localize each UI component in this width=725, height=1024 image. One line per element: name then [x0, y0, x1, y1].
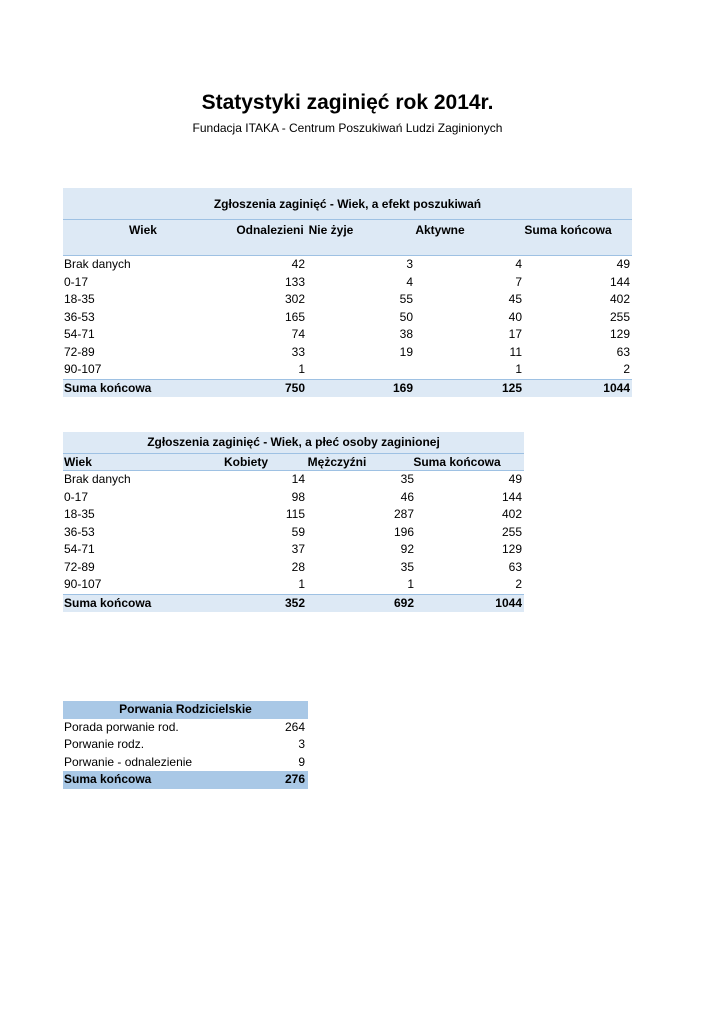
table-row: [63, 361, 632, 379]
table-row: [63, 291, 632, 309]
cell-total: 129: [501, 542, 522, 556]
table-total-row: [63, 594, 524, 613]
cell-age: 18-35: [64, 292, 95, 306]
cell-total-label: Suma końcowa: [64, 380, 152, 395]
cell-found: 133: [284, 274, 305, 289]
table-total-row: [63, 379, 632, 398]
col-header-suma: Suma końcowa: [413, 455, 501, 469]
cell-total-men: 692: [393, 595, 414, 610]
table-body: [63, 719, 308, 789]
table-total-row: [63, 771, 308, 789]
cell-total: 402: [609, 292, 630, 306]
cell-women: 1: [298, 577, 305, 591]
cell-age: 36-53: [64, 309, 95, 324]
table-row: [63, 344, 632, 362]
cell-age: 54-71: [64, 327, 95, 341]
cell-age: Brak danych: [64, 257, 131, 271]
table-caption: Porwania Rodzicielskie: [119, 702, 252, 716]
cell-dead: 3: [406, 257, 413, 271]
table-header: [63, 432, 524, 453]
cell-active: 17: [508, 327, 522, 341]
cell-men: 46: [400, 489, 414, 504]
table-row: [63, 576, 524, 594]
cell-count: 9: [298, 754, 305, 769]
cell-total: 129: [609, 327, 630, 341]
cell-total-label: Suma końcowa: [64, 772, 152, 786]
cell-total-found: 750: [284, 380, 305, 395]
col-header-wiek: Wiek: [64, 455, 92, 469]
cell-age: 90-107: [64, 362, 102, 376]
cell-total: 144: [609, 274, 630, 289]
table-outcome-by-age: [63, 188, 632, 397]
cell-total-count: 276: [284, 772, 305, 786]
cell-total-active: 125: [501, 380, 522, 395]
cell-total: 49: [508, 472, 522, 486]
col-header-suma: Suma końcowa: [524, 223, 612, 237]
table-body: [63, 256, 632, 397]
cell-found: 42: [291, 257, 305, 271]
cell-active: 45: [508, 292, 522, 306]
cell-age: 0-17: [64, 489, 89, 504]
cell-total: 63: [508, 559, 522, 574]
cell-age: 54-71: [64, 542, 95, 556]
table-row: [63, 256, 632, 274]
cell-women: 37: [291, 542, 305, 556]
cell-total: 2: [515, 577, 522, 591]
cell-found: 1: [298, 362, 305, 376]
cell-men: 35: [400, 472, 414, 486]
table-caption: Zgłoszenia zaginięć - Wiek, a efekt poszukiwań: [213, 197, 482, 211]
cell-found: 165: [284, 309, 305, 324]
cell-women: 98: [291, 489, 305, 504]
cell-dead: 50: [399, 309, 413, 324]
cell-women: 115: [285, 507, 305, 521]
cell-dead: 55: [399, 292, 413, 306]
table-row: [63, 524, 524, 542]
cell-count: 3: [298, 737, 305, 751]
page-subtitle: Fundacja ITAKA - Centrum Poszukiwań Ludzi Zaginionych: [192, 121, 503, 135]
table-row: [63, 754, 308, 772]
cell-total: 63: [616, 344, 630, 359]
table-row: [63, 559, 524, 577]
cell-dead: 4: [406, 274, 413, 289]
col-header-aktywne: Aktywne: [415, 223, 465, 237]
cell-women: 14: [291, 472, 305, 486]
cell-total-sum: 1044: [603, 380, 630, 395]
cell-age: 90-107: [64, 577, 102, 591]
cell-men: 35: [400, 559, 414, 574]
cell-age: 18-35: [64, 507, 95, 521]
col-header-wiek: Wiek: [129, 223, 157, 237]
cell-active: 4: [515, 257, 522, 271]
cell-dead: 38: [399, 327, 413, 341]
cell-total: 255: [501, 524, 522, 539]
table-gender-by-age: [63, 432, 524, 612]
cell-total-label: Suma końcowa: [64, 595, 152, 610]
col-header-mezczyzni: Mężczyźni: [307, 455, 367, 469]
cell-category: Porwanie - odnalezienie: [64, 754, 193, 769]
cell-count: 264: [284, 719, 305, 734]
table-header: [63, 701, 308, 719]
table-header: [63, 188, 632, 220]
cell-active: 40: [508, 309, 522, 324]
cell-men: 92: [400, 542, 414, 556]
cell-age: 72-89: [64, 559, 95, 574]
cell-men: 196: [393, 524, 414, 539]
table-body: [63, 471, 524, 612]
table-caption: Zgłoszenia zaginięć - Wiek, a płeć osoby zaginionej: [147, 435, 440, 449]
cell-category: Porada porwanie rod.: [64, 719, 179, 734]
cell-women: 28: [291, 559, 305, 574]
cell-total: 2: [623, 362, 630, 376]
column-headers: [63, 453, 524, 471]
table-row: [63, 471, 524, 489]
col-header-odnalezieni: Odnalezieni: [236, 223, 304, 237]
table-row: [63, 274, 632, 292]
table-row: [63, 719, 308, 737]
table-row: [63, 309, 632, 327]
column-headers: [63, 220, 632, 256]
cell-age: 36-53: [64, 524, 95, 539]
table-parental-abductions: [63, 701, 308, 789]
cell-men: 287: [393, 507, 414, 521]
cell-total: 49: [616, 257, 630, 271]
cell-active: 7: [515, 274, 522, 289]
cell-found: 74: [291, 327, 305, 341]
table-row: [63, 326, 632, 344]
cell-active: 1: [515, 362, 522, 376]
cell-category: Porwanie rodz.: [64, 737, 145, 751]
cell-found: 302: [284, 292, 305, 306]
cell-total: 402: [501, 507, 522, 521]
col-header-kobiety: Kobiety: [223, 455, 268, 469]
cell-men: 1: [407, 577, 414, 591]
table-row: [63, 506, 524, 524]
cell-found: 33: [291, 344, 305, 359]
cell-total: 144: [501, 489, 522, 504]
cell-age: 0-17: [64, 274, 89, 289]
cell-total-sum: 1044: [495, 595, 522, 610]
page-title: Statystyki zaginięć rok 2014r.: [201, 91, 494, 114]
cell-women: 59: [291, 524, 305, 539]
cell-total-women: 352: [284, 595, 305, 610]
cell-age: 72-89: [64, 344, 95, 359]
cell-total: 255: [609, 309, 630, 324]
table-row: [63, 736, 308, 754]
cell-active: 11: [509, 344, 522, 359]
cell-dead: 19: [399, 344, 413, 359]
cell-total-dead: 169: [392, 380, 413, 395]
table-row: [63, 541, 524, 559]
col-header-nie-zyje: Nie żyje: [308, 223, 354, 237]
cell-age: Brak danych: [64, 472, 131, 486]
table-row: [63, 489, 524, 507]
